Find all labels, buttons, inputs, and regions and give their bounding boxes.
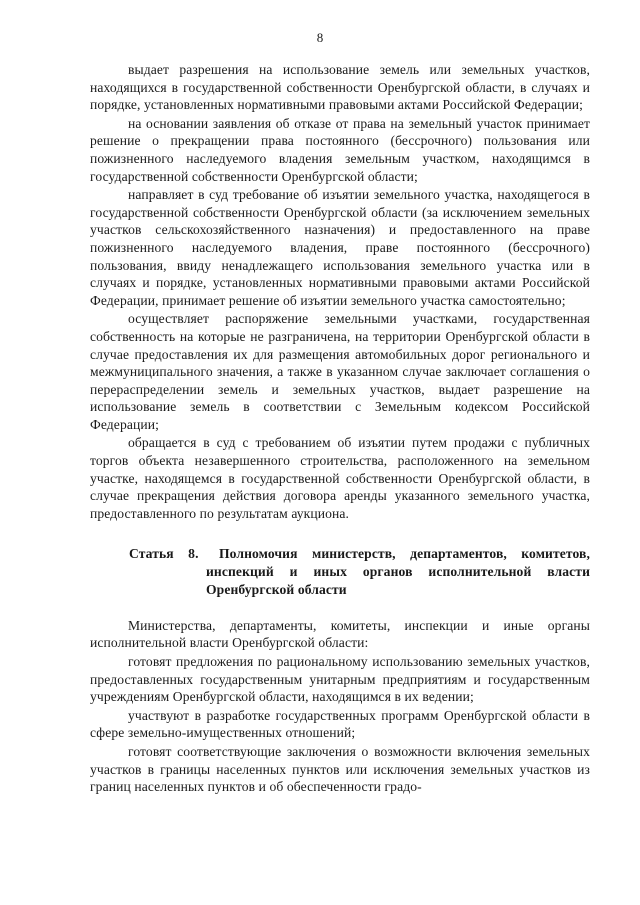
document-body bbox=[90, 61, 590, 797]
paragraph: на основании заявления об отказе от права на земельный участок принимает решение о прекращении права постоянного (бессрочного) пользования или пожизненного наследуемого владения земельным участком, находящимся в государственной собственности Оренбургской области; bbox=[90, 115, 590, 184]
article-label: Статья 8. bbox=[129, 546, 199, 562]
paragraph: готовят соответствующие заключения о возможности включения земельных участков в границы населенных пунктов или исключения земельных участков из границ населенных пунктов и об обеспеченности градо- bbox=[90, 743, 590, 795]
paragraph: выдает разрешения на использование земель или земельных участков, находящихся в государственной собственности Оренбургской области, в случаях и порядке, установленных нормативными правовыми актами Российской Федерации; bbox=[90, 62, 590, 113]
article-title: Полномочия министерств, департаментов, комитетов, инспекций и иных органов исполнительной власти Оренбургской области bbox=[206, 546, 590, 598]
article-heading bbox=[90, 545, 590, 598]
page-number: 8 bbox=[316, 30, 324, 45]
paragraph: осуществляет распоряжение земельными участками, государственная собственность на которые не разграничена, на территории Оренбургской области в случае предоставления их для размещения автомобильных дорог регионального и межмуниципального значения, а также в указанном случае заключает соглашения о перераспределении земель и земельных участков, выдает разрешение на использование земель в соответствии с Земельным кодексом Российской Федерации; bbox=[90, 311, 590, 432]
paragraph: направляет в суд требование об изъятии земельного участка, находящегося в государственной собственности Оренбургской области (за исключением земельных участков сельскохозяйственного назначения) и предоставленного на праве пожизненного наследуемого владения, праве постоянного (бессрочного) пользования, ввиду ненадлежащего использования земельного участка или в случаях и порядке, установленных нормативными правовыми актами Российской Федерации, принимает решение об изъятии земельного участка самостоятельно; bbox=[90, 187, 590, 308]
paragraph: Министерства, департаменты, комитеты, инспекции и иные органы исполнительной власти Оренбургской области: bbox=[90, 617, 590, 651]
paragraph: готовят предложения по рациональному использованию земельных участков, предоставленных государственным унитарным предприятиям и государственным учреждениям Оренбургской области, находящимся в их ведении; bbox=[90, 654, 590, 705]
paragraph: обращается в суд с требованием об изъятии путем продажи с публичных торгов объекта незавершенного строительства, расположенного на земельном участке, находящемся в государственной собственности Оренбургской области, в случае прекращения действия договора аренды указанного земельного участка, предоставленного по результатам аукциона. bbox=[90, 435, 590, 521]
paragraph: участвуют в разработке государственных программ Оренбургской области в сфере земельно-имущественных отношений; bbox=[90, 707, 590, 741]
